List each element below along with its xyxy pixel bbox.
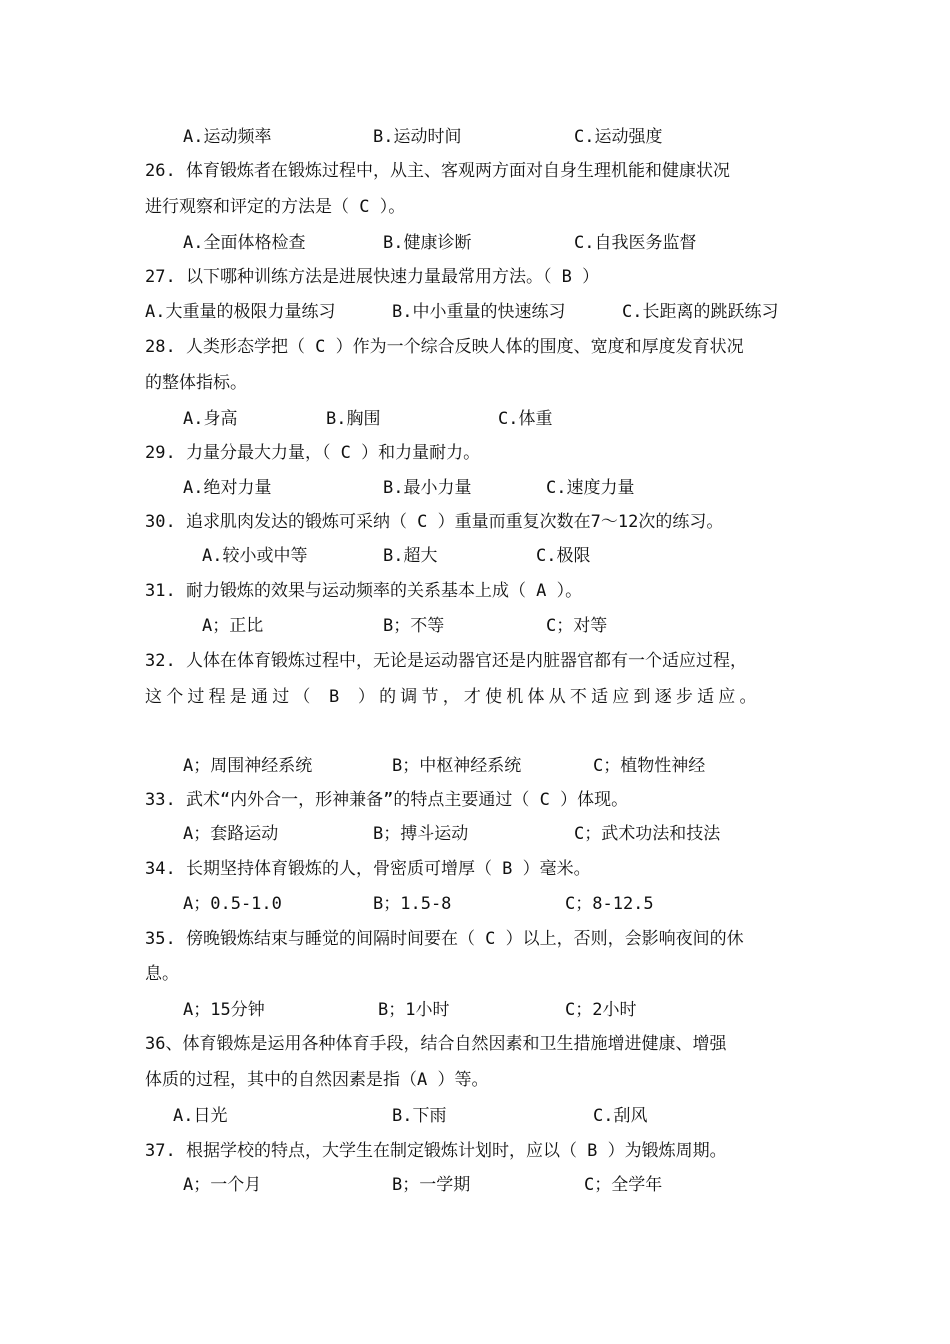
q34-question-line1: 34. 长期坚持体育锻炼的人，骨密质可增厚（ B ）毫米。 (145, 859, 591, 879)
q28-option-b: B.胸围 (326, 409, 381, 429)
q34-option-a: A；0.5-1.0 (183, 894, 282, 914)
q26-option-b: B.健康诊断 (383, 233, 472, 253)
q37-question-line1: 37. 根据学校的特点，大学生在制定锻炼计划时，应以（ B ）为锻炼周期。 (145, 1141, 727, 1161)
q36-question-line2: 体质的过程，其中的自然因素是指（A ）等。 (145, 1070, 489, 1090)
q33-question-line1: 33. 武术“内外合一，形神兼备”的特点主要通过（ C ）体现。 (145, 790, 629, 810)
q32-option-a: A；周围神经系统 (183, 756, 313, 776)
q30-option-a: A.较小或中等 (202, 546, 308, 566)
q27-option-b: B.中小重量的快速练习 (392, 302, 566, 322)
q27-option-a: A.大重量的极限力量练习 (145, 302, 336, 322)
q37-option-b: B；一学期 (392, 1175, 471, 1195)
q34-option-c: C；8-12.5 (565, 894, 654, 914)
q26-option-a: A.全面体格检查 (183, 233, 306, 253)
q31-option-b: B；不等 (383, 616, 445, 636)
q31-option-c: C；对等 (546, 616, 608, 636)
q28-question-line2: 的整体指标。 (145, 373, 247, 393)
q35-question-line2: 息。 (145, 964, 179, 984)
q36-question-line1: 36、体育锻炼是运用各种体育手段，结合自然因素和卫生措施增进健康、增强 (145, 1034, 727, 1054)
q25-option-b: B.运动时间 (373, 127, 462, 147)
q29-option-c: C.速度力量 (546, 478, 635, 498)
q36-option-c: C.刮风 (593, 1106, 648, 1126)
q29-option-b: B.最小力量 (383, 478, 472, 498)
q32-option-c: C；植物性神经 (593, 756, 706, 776)
q31-question-line1: 31. 耐力锻炼的效果与运动频率的关系基本上成（ A ）。 (145, 581, 583, 601)
q25-option-a: A.运动频率 (183, 127, 272, 147)
q26-option-c: C.自我医务监督 (574, 233, 697, 253)
q31-option-a: A；正比 (202, 616, 264, 636)
q33-option-c: C；武术功法和技法 (574, 824, 721, 844)
q37-option-a: A；一个月 (183, 1175, 262, 1195)
q33-option-b: B；搏斗运动 (373, 824, 469, 844)
q27-question-line1: 27. 以下哪种训练方法是进展快速力量最常用方法。（ B ） (145, 267, 600, 287)
q30-question-line1: 30. 追求肌肉发达的锻炼可采纳（ C ）重量而重复次数在7～12次的练习。 (145, 512, 724, 532)
q32-option-b: B；中枢神经系统 (392, 756, 522, 776)
q27-option-c: C.长距离的跳跃练习 (622, 302, 779, 322)
q28-question-line1: 28. 人类形态学把（ C ）作为一个综合反映人体的围度、宽度和厚度发育状况 (145, 337, 744, 357)
q36-option-a: A.日光 (173, 1106, 228, 1126)
q35-question-line1: 35. 傍晚锻炼结束与睡觉的间隔时间要在（ C ）以上，否则，会影响夜间的休 (145, 929, 744, 949)
q35-option-b: B；1小时 (378, 1000, 450, 1020)
q25-option-c: C.运动强度 (574, 127, 663, 147)
q37-option-c: C；全学年 (584, 1175, 663, 1195)
q34-option-b: B；1.5-8 (373, 894, 452, 914)
q32-question-line2: 这个过程是通过（ B ）的调节，才使机体从不适应到逐步适应。 (145, 687, 761, 707)
q28-option-a: A.身高 (183, 409, 238, 429)
q33-option-a: A；套路运动 (183, 824, 279, 844)
q30-option-c: C.极限 (536, 546, 591, 566)
q29-option-a: A.绝对力量 (183, 478, 272, 498)
q26-question-line2: 进行观察和评定的方法是（ C ）。 (145, 197, 406, 217)
q29-question-line1: 29. 力量分最大力量，（ C ）和力量耐力。 (145, 443, 481, 463)
q35-option-a: A；15分钟 (183, 1000, 265, 1020)
q32-question-line1: 32. 人体在体育锻炼过程中，无论是运动器官还是内脏器官都有一个适应过程， (145, 651, 747, 671)
q35-option-c: C；2小时 (565, 1000, 637, 1020)
q26-question-line1: 26. 体育锻炼者在锻炼过程中，从主、客观两方面对自身生理机能和健康状况 (145, 161, 730, 181)
q30-option-b: B.超大 (383, 546, 438, 566)
q28-option-c: C.体重 (498, 409, 553, 429)
q36-option-b: B.下雨 (392, 1106, 447, 1126)
